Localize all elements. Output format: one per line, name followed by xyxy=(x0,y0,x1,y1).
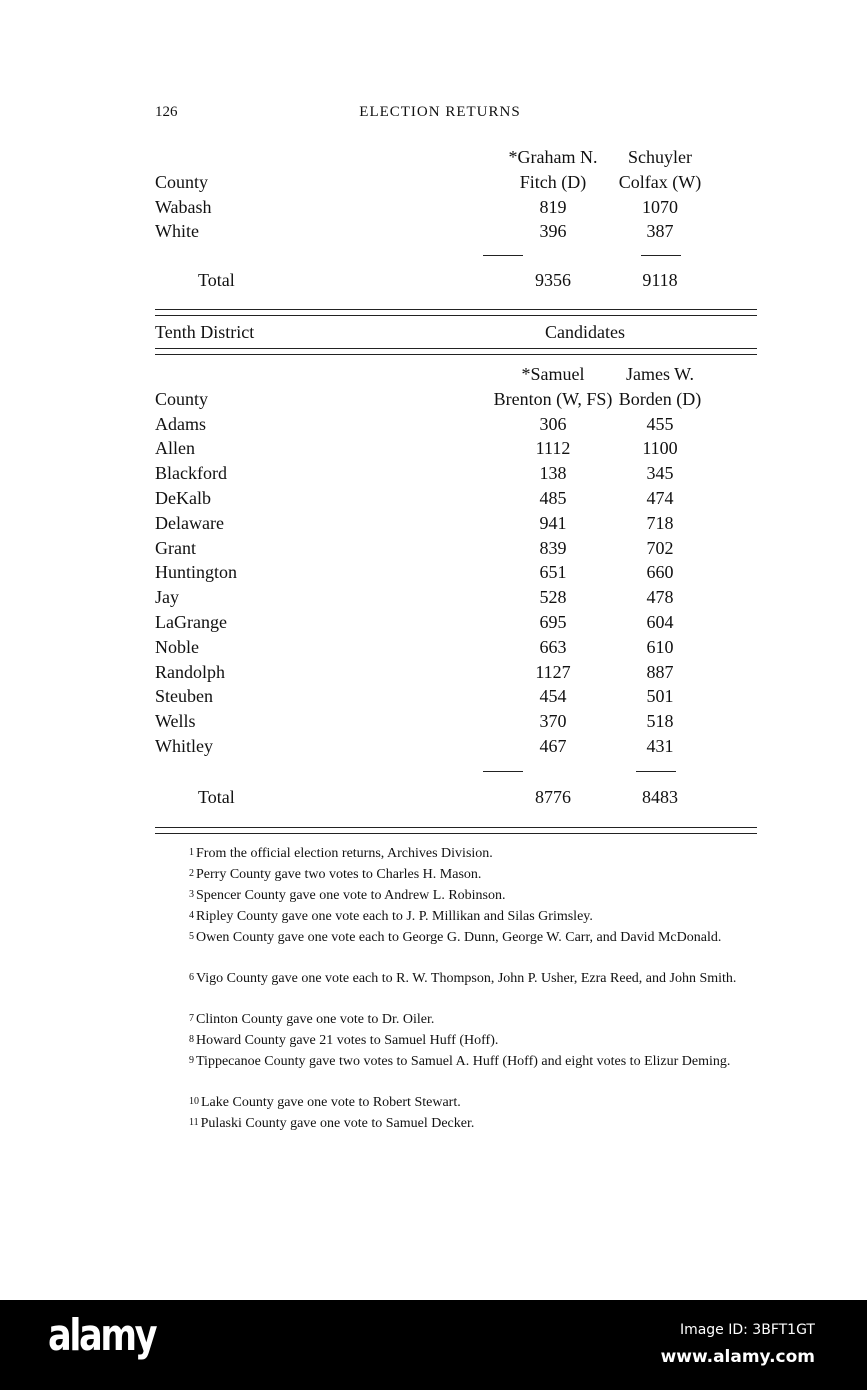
candidate-2-cell: 9118 xyxy=(642,270,678,290)
sum-rule xyxy=(483,771,523,772)
county-cell: Jay xyxy=(155,587,179,608)
footnote-text: Vigo County gave one vote each to R. W. Thompson, John P. Usher, Ezra Reed, and John Smith. xyxy=(196,971,737,986)
table-row xyxy=(155,195,755,220)
table-row xyxy=(155,536,755,561)
county-cell: Steuben xyxy=(155,686,213,707)
candidate-2-cell: 455 xyxy=(646,413,674,434)
table-row xyxy=(155,684,755,709)
candidate-2-cell: 604 xyxy=(646,612,674,632)
candidate-2-cell: 345 xyxy=(646,463,674,484)
candidate-2-cell: Schuyler xyxy=(628,147,692,167)
double-rule xyxy=(155,309,757,316)
candidate-1-cell: 370 xyxy=(539,711,567,732)
county-cell: Huntington xyxy=(155,562,238,583)
candidates-label: Candidates xyxy=(545,322,625,342)
candidate-2-cell: 660 xyxy=(646,562,674,583)
footnote-text: Perry County gave two votes to Charles H. Mason. xyxy=(196,867,482,882)
candidate-2-cell: Colfax (W) xyxy=(618,171,702,192)
footnote-text: Spencer County gave one vote to Andrew L. Robinson. xyxy=(196,888,506,903)
footnote xyxy=(159,927,759,948)
footnote-text: Tippecanoe County gave two votes to Samuel A. Huff (Hoff) and eight votes to Elizur Deming. xyxy=(196,1054,731,1069)
candidate-2-cell: 478 xyxy=(646,587,674,608)
county-cell: County xyxy=(155,388,209,409)
double-rule xyxy=(155,827,757,834)
footnote-number: 8 xyxy=(189,1034,194,1045)
footnote-number: 2 xyxy=(189,868,194,879)
candidate-1-cell: 663 xyxy=(539,636,567,657)
table-row xyxy=(155,585,755,610)
candidate-1-cell: 695 xyxy=(539,612,567,632)
table-row xyxy=(155,709,755,734)
candidate-1-cell: 9356 xyxy=(535,270,571,290)
table-row xyxy=(155,660,755,685)
candidate-2-cell: 501 xyxy=(646,686,674,707)
table-row xyxy=(155,412,755,437)
sum-rule xyxy=(483,255,523,256)
table-row xyxy=(155,560,755,585)
candidate-1-cell: 138 xyxy=(539,463,567,484)
candidate-2-cell: 474 xyxy=(646,488,674,508)
footnote-text: Howard County gave 21 votes to Samuel Huff (Hoff). xyxy=(196,1033,499,1048)
candidate-1-cell: 306 xyxy=(539,413,567,434)
site-url: www.alamy.com xyxy=(660,1347,815,1367)
candidate-1-cell: Fitch (D) xyxy=(519,171,587,192)
county-cell: Whitley xyxy=(155,736,213,756)
footnote-text: Ripley County gave one vote each to J. P. Millikan and Silas Grimsley. xyxy=(196,909,593,924)
candidate-1-cell: 651 xyxy=(539,562,567,583)
county-cell: Grant xyxy=(155,537,196,558)
footnote xyxy=(159,843,759,864)
running-title: ELECTION RETURNS xyxy=(359,104,521,120)
candidate-1-cell: 454 xyxy=(539,686,567,707)
county-cell: Total xyxy=(198,787,235,807)
candidate-1-cell: 8776 xyxy=(535,787,571,807)
table-row xyxy=(155,734,755,759)
county-cell: Delaware xyxy=(155,512,224,533)
footnote xyxy=(159,1030,759,1051)
candidate-1-cell: 467 xyxy=(539,736,567,756)
alamy-logo: alamy xyxy=(48,1310,156,1361)
footnote xyxy=(159,1113,759,1134)
candidate-2-cell: 431 xyxy=(646,736,674,756)
table-row xyxy=(155,362,755,387)
sum-rule xyxy=(636,771,676,772)
candidate-2-cell: 387 xyxy=(646,221,674,242)
table-row xyxy=(155,170,755,195)
footnote-text: Pulaski County gave one vote to Samuel Decker. xyxy=(200,1116,475,1131)
county-cell: Adams xyxy=(155,413,206,434)
county-cell: Allen xyxy=(155,438,195,459)
footnote-number: 10 xyxy=(189,1096,199,1107)
sum-rule xyxy=(641,255,681,256)
image-id: Image ID: 3BFT1GT xyxy=(679,1322,815,1338)
table-row xyxy=(155,511,755,536)
county-cell: Wabash xyxy=(155,196,212,217)
total-row xyxy=(155,268,755,293)
county-cell: County xyxy=(155,171,209,192)
county-cell: Randolph xyxy=(155,661,225,682)
footnote-number: 11 xyxy=(189,1117,199,1128)
candidate-1-cell: Brenton (W, FS) xyxy=(493,388,613,409)
candidate-1-cell: 1112 xyxy=(535,438,571,459)
candidate-1-cell: 1127 xyxy=(535,661,571,682)
table-row xyxy=(155,486,755,511)
candidate-1-cell: 941 xyxy=(539,512,567,533)
candidate-2-cell: 8483 xyxy=(642,787,678,807)
county-cell: Blackford xyxy=(155,463,227,484)
footnote-number: 4 xyxy=(189,910,194,921)
county-cell: Wells xyxy=(155,711,196,732)
footnote-text: Lake County gave one vote to Robert Stewart. xyxy=(201,1095,461,1110)
table-row xyxy=(155,461,755,486)
footnote-text: From the official election returns, Archives Division. xyxy=(196,846,493,861)
candidate-1-cell: 396 xyxy=(539,221,567,242)
table-row xyxy=(155,610,755,635)
double-rule xyxy=(155,348,757,355)
candidate-2-cell: 610 xyxy=(646,636,674,657)
table-row xyxy=(155,436,755,461)
table-row xyxy=(155,635,755,660)
footnote xyxy=(159,1051,759,1072)
footnote xyxy=(159,1009,759,1030)
county-cell: DeKalb xyxy=(155,488,211,508)
candidate-2-cell: 1070 xyxy=(642,196,678,217)
county-cell: White xyxy=(155,221,199,242)
table-row xyxy=(155,145,755,170)
page-number: 126 xyxy=(155,104,178,120)
candidate-2-cell: Borden (D) xyxy=(618,388,702,409)
footnote xyxy=(159,1092,759,1113)
footnote-number: 3 xyxy=(189,889,194,900)
footnote-number: 7 xyxy=(189,1013,194,1024)
candidate-1-cell: 485 xyxy=(539,488,567,508)
candidate-2-cell: 518 xyxy=(646,711,674,732)
footnote xyxy=(159,968,759,989)
footnote-text: Owen County gave one vote each to George G. Dunn, George W. Carr, and David McDonald. xyxy=(196,930,722,945)
candidate-1-cell: 528 xyxy=(539,587,567,608)
candidate-1-cell: *Graham N. xyxy=(508,147,598,167)
candidate-2-cell: James W. xyxy=(625,364,694,384)
county-cell: LaGrange xyxy=(155,612,227,632)
candidate-2-cell: 1100 xyxy=(642,438,678,459)
table-row xyxy=(155,387,755,412)
footnote-text: Clinton County gave one vote to Dr. Oiler. xyxy=(196,1012,435,1027)
footnote xyxy=(159,864,759,885)
county-cell: Noble xyxy=(155,636,199,657)
table-row xyxy=(155,219,755,244)
footnote-number: 6 xyxy=(189,972,194,983)
footnote xyxy=(159,885,759,906)
footnote xyxy=(159,906,759,927)
footnote-number: 1 xyxy=(189,847,194,858)
candidate-2-cell: 887 xyxy=(646,661,674,682)
candidate-2-cell: 718 xyxy=(646,512,674,533)
section-label: Tenth District xyxy=(155,322,255,342)
footnote-number: 9 xyxy=(189,1055,194,1066)
county-cell: Total xyxy=(198,270,235,290)
footnote-number: 5 xyxy=(189,931,194,942)
candidate-1-cell: 819 xyxy=(539,196,567,217)
candidate-1-cell: *Samuel xyxy=(521,364,585,384)
total-row xyxy=(155,785,755,810)
candidate-1-cell: 839 xyxy=(539,537,567,558)
candidate-2-cell: 702 xyxy=(646,537,674,558)
